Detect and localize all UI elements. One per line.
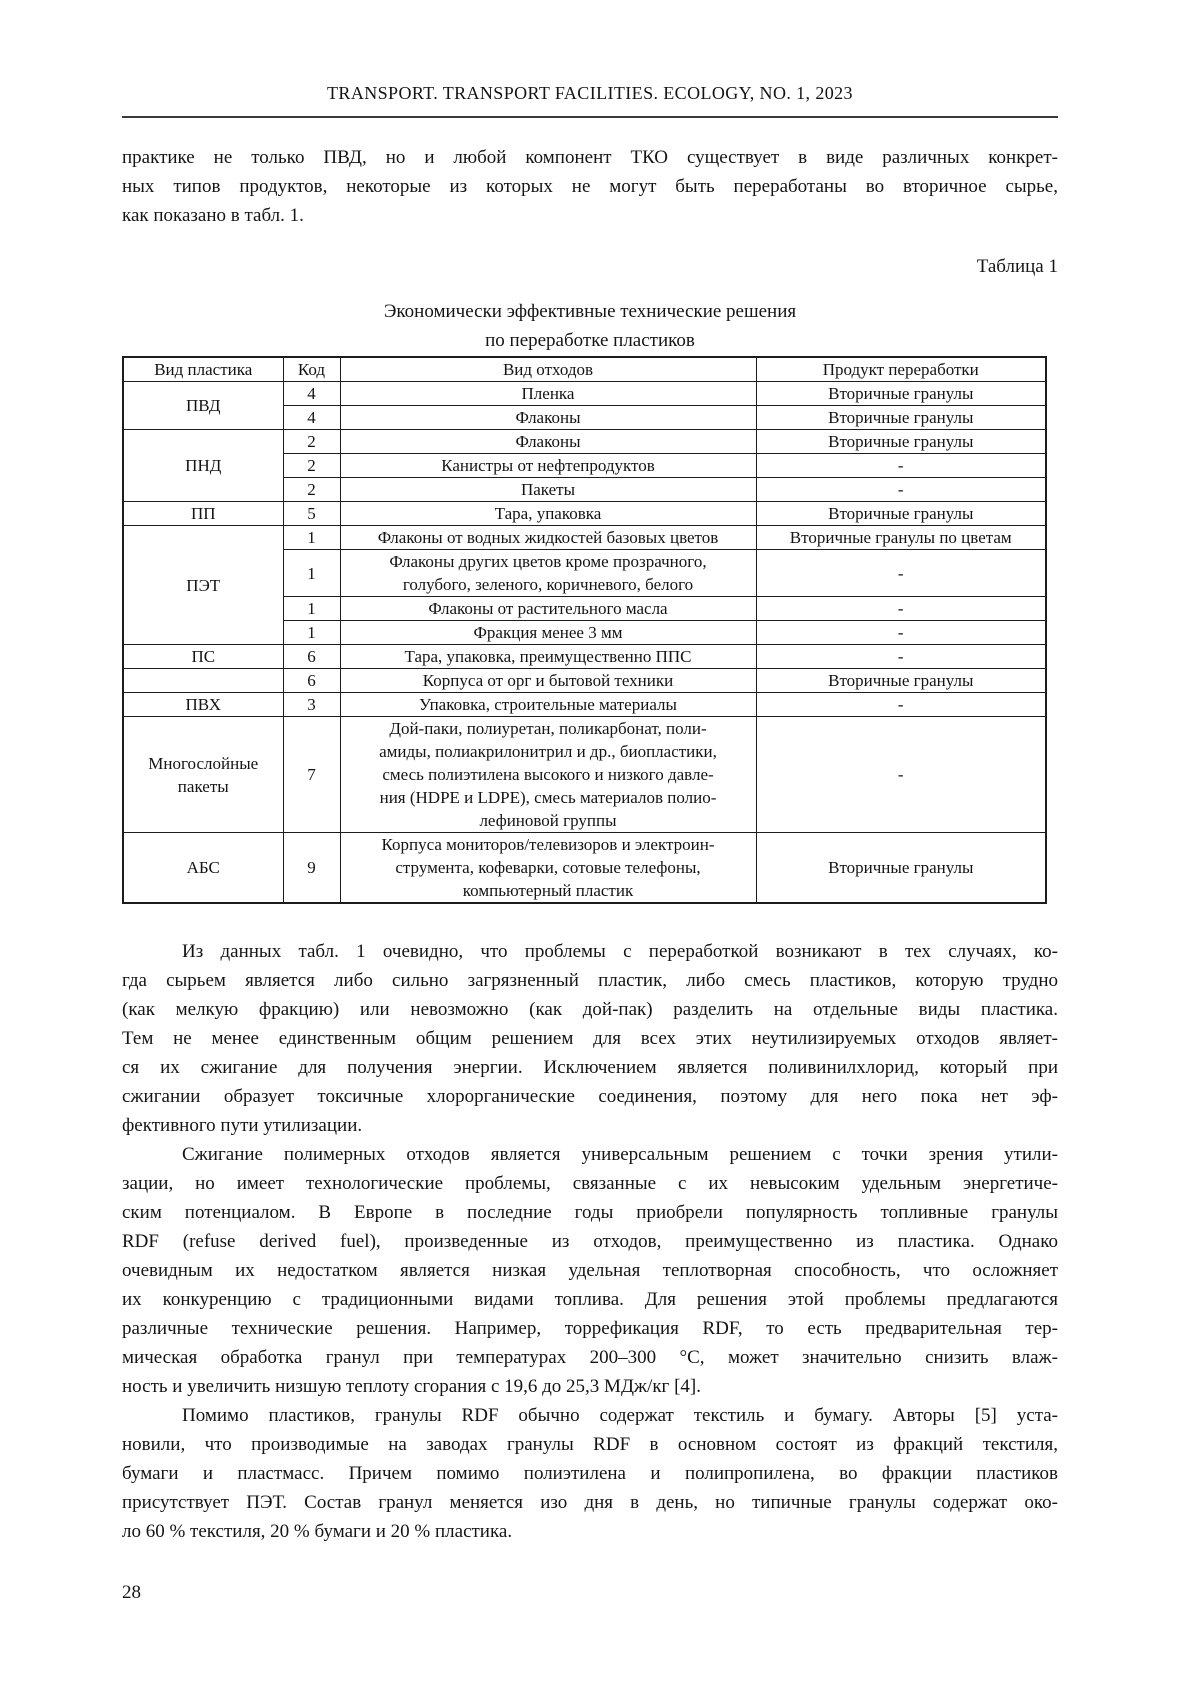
table-row xyxy=(123,693,1046,717)
text-line: (как мелкую фракцию) или невозможно (как дой-пак) разделить на отдельные виды пластика. xyxy=(122,999,1058,1020)
text-line: ским потенциалом. В Европе в последние годы приобрели популярность топливные гранулы xyxy=(122,1202,1058,1223)
table-title-line-2: по переработке пластиков xyxy=(485,330,695,351)
table-title xyxy=(122,297,1058,355)
recycling-table xyxy=(122,356,1047,904)
table-cell: Дой-паки, полиуретан, поликарбонат, поли- амиды, полиакрилонитрил и др., биопластики, смесь полиэтилена высокого и низкого давле- ния (HDPE и LDPE), смесь материалов полио- лефиновой группы xyxy=(340,717,756,833)
table-cell: 5 xyxy=(283,502,340,526)
table-cell: 2 xyxy=(283,454,340,478)
table-cell: ПС xyxy=(123,645,283,669)
text-line: зации, но имеет технологические проблемы, связанные с их невысоким удельным энергетиче- xyxy=(122,1173,1058,1194)
table-cell: Вторичные гранулы xyxy=(756,833,1046,904)
table-cell: ПВХ xyxy=(123,693,283,717)
text-line: различные технические решения. Например, торрефикация RDF, то есть предварительная тер- xyxy=(122,1318,1058,1339)
paragraph xyxy=(122,937,1058,1140)
table-title-line-1: Экономически эффективные технические решения xyxy=(383,301,797,322)
table-cell: ПНД xyxy=(123,430,283,502)
table-row xyxy=(123,833,1046,904)
table-row xyxy=(123,382,1046,406)
table-cell: АБС xyxy=(123,833,283,904)
table-cell: 1 xyxy=(283,621,340,645)
table-cell: - xyxy=(756,645,1046,669)
table-cell: 4 xyxy=(283,406,340,430)
table-row xyxy=(123,430,1046,454)
text-line: Сжигание полимерных отходов является универсальным решением с точки зрения утили- xyxy=(182,1144,1058,1165)
paragraph xyxy=(122,1401,1058,1546)
text-line: как показано в табл. 1. xyxy=(122,205,304,226)
text-line: фективного пути утилизации. xyxy=(122,1115,363,1136)
table-cell: Флаконы от растительного масла xyxy=(340,597,756,621)
table-cell: Пленка xyxy=(340,382,756,406)
table-cell: Тара, упаковка xyxy=(340,502,756,526)
text-line: присутствует ПЭТ. Состав гранул меняется изо дня в день, но типичные гранулы содержат око- xyxy=(122,1492,1058,1513)
text-line: гда сырьем является либо сильно загрязненный пластик, либо смесь пластиков, которую трудно xyxy=(122,970,1058,991)
table-cell: Упаковка, строительные материалы xyxy=(340,693,756,717)
table-cell: - xyxy=(756,454,1046,478)
table-cell: Вторичные гранулы xyxy=(756,502,1046,526)
table-row xyxy=(123,717,1046,833)
table-body xyxy=(123,382,1046,904)
text-line: ся их сжигание для получения энергии. Исключением является поливинилхлорид, который при xyxy=(122,1057,1058,1078)
table-cell: Фракция менее 3 мм xyxy=(340,621,756,645)
table-cell: Вторичные гранулы xyxy=(756,382,1046,406)
table-cell: 2 xyxy=(283,478,340,502)
table-cell: - xyxy=(756,550,1046,597)
table-cell: - xyxy=(756,597,1046,621)
table-cell: 3 xyxy=(283,693,340,717)
text-line: их конкуренцию с традиционными видами топлива. Для решения этой проблемы предлагаются xyxy=(122,1289,1058,1310)
table-cell: 9 xyxy=(283,833,340,904)
page-number: 28 xyxy=(122,1582,141,1603)
body-paragraphs xyxy=(122,937,1058,1546)
table-header-cell: Код xyxy=(283,357,340,382)
table-header-cell: Вид пластика xyxy=(123,357,283,382)
table-cell: Флаконы xyxy=(340,406,756,430)
table-cell: 1 xyxy=(283,526,340,550)
text-line: ло 60 % текстиля, 20 % бумаги и 20 % пластика. xyxy=(122,1521,513,1542)
text-line: Помимо пластиков, гранулы RDF обычно содержат текстиль и бумагу. Авторы [5] уста- xyxy=(182,1405,1058,1426)
text-line: RDF (refuse derived fuel), произведенные из отходов, преимущественно из пластика. Однако xyxy=(122,1231,1058,1252)
table-cell: Многослойные пакеты xyxy=(123,717,283,833)
table-cell: 1 xyxy=(283,597,340,621)
table-cell: ПЭТ xyxy=(123,526,283,645)
table-head xyxy=(123,357,1046,382)
text-line: Тем не менее единственным общим решением для всех этих неутилизируемых отходов являет- xyxy=(122,1028,1058,1049)
table-header-cell: Продукт переработки xyxy=(756,357,1046,382)
table-cell: Вторичные гранулы xyxy=(756,406,1046,430)
table-row xyxy=(123,526,1046,550)
table-cell: Корпуса от орг и бытовой техники xyxy=(340,669,756,693)
table-cell: 1 xyxy=(283,550,340,597)
paragraph xyxy=(122,1140,1058,1401)
text-line: очевидным их недостатком является низкая удельная теплотворная способность, что осложняет xyxy=(122,1260,1058,1281)
text-line: Из данных табл. 1 очевидно, что проблемы с переработкой возникают в тех случаях, ко- xyxy=(182,941,1058,962)
text-line: новили, что производимые на заводах гранулы RDF в основном состоят из фракций текстиля, xyxy=(122,1434,1058,1455)
table-row xyxy=(123,502,1046,526)
table-cell: Корпуса мониторов/телевизоров и электроин- струмента, кофеварки, сотовые телефоны, компьютерный пластик xyxy=(340,833,756,904)
table-cell: Пакеты xyxy=(340,478,756,502)
table-cell: Канистры от нефтепродуктов xyxy=(340,454,756,478)
text-line: мическая обработка гранул при температурах 200–300 °С, может значительно снизить влаж- xyxy=(122,1347,1058,1368)
table-cell: Вторичные гранулы xyxy=(756,430,1046,454)
table-cell: Флаконы других цветов кроме прозрачного, голубого, зеленого, коричневого, белого xyxy=(340,550,756,597)
table-cell: Флаконы xyxy=(340,430,756,454)
table-cell: ПП xyxy=(123,502,283,526)
table-cell xyxy=(123,669,283,693)
table-cell: 4 xyxy=(283,382,340,406)
table-cell: - xyxy=(756,717,1046,833)
text-line: ных типов продуктов, некоторые из которых не могут быть переработаны во вторичное сырье, xyxy=(122,176,1058,197)
table-header-row xyxy=(123,357,1046,382)
header-rule xyxy=(122,116,1058,118)
table-cell: 7 xyxy=(283,717,340,833)
text-line: бумаги и пластмасс. Причем помимо полиэтилена и полипропилена, во фракции пластиков xyxy=(122,1463,1058,1484)
table-cell: - xyxy=(756,621,1046,645)
table-cell: ПВД xyxy=(123,382,283,430)
table-cell: 2 xyxy=(283,430,340,454)
table-cell: Флаконы от водных жидкостей базовых цветов xyxy=(340,526,756,550)
table-header-cell: Вид отходов xyxy=(340,357,756,382)
table-cell: Вторичные гранулы xyxy=(756,669,1046,693)
table-cell: - xyxy=(756,693,1046,717)
table-row xyxy=(123,645,1046,669)
table-cell: - xyxy=(756,478,1046,502)
text-line: ность и увеличить низшую теплоту сгорания с 19,6 до 25,3 МДж/кг [4]. xyxy=(122,1376,701,1397)
journal-header: TRANSPORT. TRANSPORT FACILITIES. ECOLOGY, NO. 1, 2023 xyxy=(327,83,853,103)
intro-paragraph xyxy=(122,143,1058,230)
table-cell: Вторичные гранулы по цветам xyxy=(756,526,1046,550)
table-cell: 6 xyxy=(283,645,340,669)
table-caption: Таблица 1 xyxy=(976,256,1058,277)
table-cell: 6 xyxy=(283,669,340,693)
table-cell: Тара, упаковка, преимущественно ППС xyxy=(340,645,756,669)
table-row xyxy=(123,669,1046,693)
text-line: практике не только ПВД, но и любой компонент ТКО существует в виде различных конкрет- xyxy=(122,147,1058,168)
text-line: сжигании образует токсичные хлорорганические соединения, поэтому для него пока нет эф- xyxy=(122,1086,1058,1107)
